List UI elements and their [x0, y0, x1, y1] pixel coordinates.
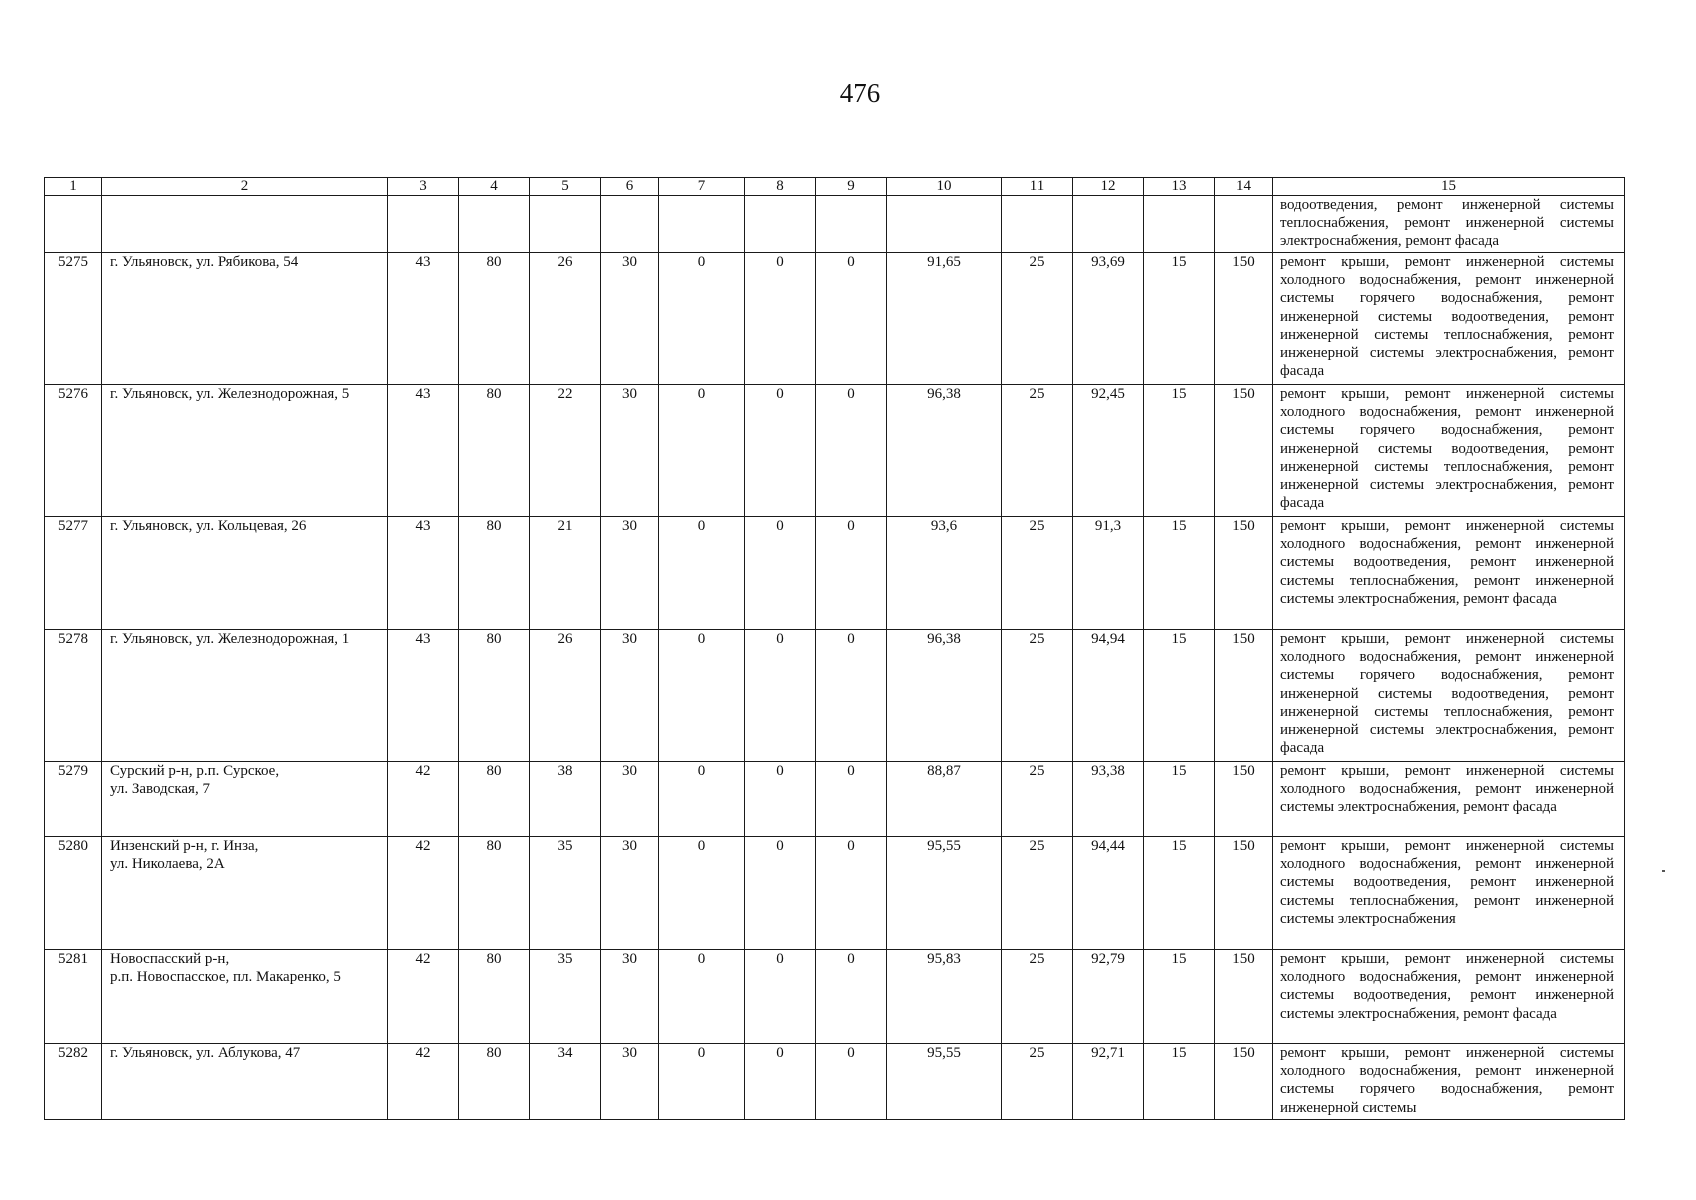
row-number: 5276	[45, 385, 102, 517]
value-cell: 43	[388, 517, 459, 630]
value-cell: 25	[1002, 630, 1073, 762]
address-cell: г. Ульяновск, ул. Железнодорожная, 5	[102, 385, 388, 517]
page-number: 476	[839, 78, 881, 108]
value-cell: 0	[816, 253, 887, 385]
value-cell: 0	[659, 253, 745, 385]
value-cell: 96,38	[887, 630, 1002, 762]
value-cell: 30	[601, 517, 659, 630]
value-cell: 0	[659, 630, 745, 762]
value-cell: 0	[816, 1044, 887, 1120]
column-number: 15	[1273, 178, 1625, 196]
table-body	[45, 178, 1625, 1120]
empty-cell	[816, 196, 887, 253]
address-cell: г. Ульяновск, ул. Железнодорожная, 1	[102, 630, 388, 762]
value-cell: 42	[388, 837, 459, 950]
value-cell: 0	[745, 762, 816, 837]
table-row	[45, 762, 1625, 837]
works-cell: ремонт крыши, ремонт инженерной системы холодного водоснабжения, ремонт инженерной системы электроснабжения, ремонт фасада	[1273, 762, 1625, 837]
value-cell: 15	[1144, 253, 1215, 385]
value-cell: 35	[530, 837, 601, 950]
column-number: 7	[659, 178, 745, 196]
value-cell: 35	[530, 950, 601, 1044]
column-number: 13	[1144, 178, 1215, 196]
value-cell: 38	[530, 762, 601, 837]
value-cell: 80	[459, 385, 530, 517]
works-cell: ремонт крыши, ремонт инженерной системы холодного водоснабжения, ремонт инженерной системы водоотведения, ремонт инженерной системы теплоснабжения, ремонт инженерной системы электроснабжения	[1273, 837, 1625, 950]
value-cell: 0	[745, 1044, 816, 1120]
value-cell: 30	[601, 1044, 659, 1120]
value-cell: 25	[1002, 837, 1073, 950]
column-number: 14	[1215, 178, 1273, 196]
address-cell: г. Ульяновск, ул. Рябикова, 54	[102, 253, 388, 385]
scan-speck	[1662, 870, 1665, 872]
value-cell: 25	[1002, 517, 1073, 630]
value-cell: 0	[816, 837, 887, 950]
empty-cell	[1073, 196, 1144, 253]
empty-cell	[887, 196, 1002, 253]
value-cell: 80	[459, 837, 530, 950]
row-number: 5281	[45, 950, 102, 1044]
column-number: 9	[816, 178, 887, 196]
value-cell: 25	[1002, 1044, 1073, 1120]
value-cell: 150	[1215, 253, 1273, 385]
value-cell: 150	[1215, 1044, 1273, 1120]
value-cell: 15	[1144, 517, 1215, 630]
value-cell: 150	[1215, 762, 1273, 837]
column-number: 6	[601, 178, 659, 196]
value-cell: 80	[459, 630, 530, 762]
empty-cell	[388, 196, 459, 253]
value-cell: 150	[1215, 630, 1273, 762]
value-cell: 15	[1144, 837, 1215, 950]
value-cell: 91,3	[1073, 517, 1144, 630]
row-number: 5277	[45, 517, 102, 630]
value-cell: 92,45	[1073, 385, 1144, 517]
address-cell: Сурский р-н, р.п. Сурское, ул. Заводская, 7	[102, 762, 388, 837]
value-cell: 0	[745, 517, 816, 630]
value-cell: 34	[530, 1044, 601, 1120]
value-cell: 43	[388, 253, 459, 385]
empty-cell	[601, 196, 659, 253]
column-number: 2	[102, 178, 388, 196]
value-cell: 94,94	[1073, 630, 1144, 762]
column-number: 3	[388, 178, 459, 196]
repair-register-table	[44, 177, 1625, 1120]
row-number: 5280	[45, 837, 102, 950]
value-cell: 80	[459, 762, 530, 837]
works-cell: водоотведения, ремонт инженерной системы теплоснабжения, ремонт инженерной системы электроснабжения, ремонт фасада	[1273, 196, 1625, 253]
value-cell: 15	[1144, 630, 1215, 762]
column-number: 10	[887, 178, 1002, 196]
column-number: 11	[1002, 178, 1073, 196]
value-cell: 93,38	[1073, 762, 1144, 837]
column-number-row	[45, 178, 1625, 196]
value-cell: 26	[530, 253, 601, 385]
empty-cell	[745, 196, 816, 253]
value-cell: 0	[745, 630, 816, 762]
value-cell: 25	[1002, 253, 1073, 385]
works-cell: ремонт крыши, ремонт инженерной системы холодного водоснабжения, ремонт инженерной системы горячего водоснабжения, ремонт инженерной системы водоотведения, ремонт инженерной системы теплоснабжения, ремонт инженерной системы электроснабжения, ремонт фасада	[1273, 253, 1625, 385]
row-number: 5282	[45, 1044, 102, 1120]
value-cell: 96,38	[887, 385, 1002, 517]
row-number: 5278	[45, 630, 102, 762]
value-cell: 94,44	[1073, 837, 1144, 950]
value-cell: 150	[1215, 950, 1273, 1044]
empty-cell	[1144, 196, 1215, 253]
table-row	[45, 1044, 1625, 1120]
value-cell: 30	[601, 253, 659, 385]
value-cell: 21	[530, 517, 601, 630]
value-cell: 93,69	[1073, 253, 1144, 385]
value-cell: 0	[659, 837, 745, 950]
value-cell: 0	[816, 385, 887, 517]
empty-cell	[45, 196, 102, 253]
value-cell: 91,65	[887, 253, 1002, 385]
address-cell: Инзенский р-н, г. Инза, ул. Николаева, 2А	[102, 837, 388, 950]
value-cell: 88,87	[887, 762, 1002, 837]
column-number: 12	[1073, 178, 1144, 196]
value-cell: 42	[388, 762, 459, 837]
address-cell: Новоспасский р-н, р.п. Новоспасское, пл. Макаренко, 5	[102, 950, 388, 1044]
value-cell: 92,79	[1073, 950, 1144, 1044]
address-cell: г. Ульяновск, ул. Кольцевая, 26	[102, 517, 388, 630]
value-cell: 0	[816, 950, 887, 1044]
value-cell: 25	[1002, 762, 1073, 837]
value-cell: 80	[459, 253, 530, 385]
empty-cell	[1215, 196, 1273, 253]
empty-cell	[1002, 196, 1073, 253]
value-cell: 25	[1002, 950, 1073, 1044]
value-cell: 15	[1144, 385, 1215, 517]
table-row	[45, 630, 1625, 762]
value-cell: 22	[530, 385, 601, 517]
value-cell: 42	[388, 950, 459, 1044]
value-cell: 150	[1215, 837, 1273, 950]
works-cell: ремонт крыши, ремонт инженерной системы холодного водоснабжения, ремонт инженерной системы горячего водоснабжения, ремонт инженерной системы водоотведения, ремонт инженерной системы теплоснабжения, ремонт инженерной системы электроснабжения, ремонт фасада	[1273, 630, 1625, 762]
value-cell: 30	[601, 837, 659, 950]
empty-cell	[659, 196, 745, 253]
value-cell: 95,55	[887, 837, 1002, 950]
value-cell: 150	[1215, 385, 1273, 517]
value-cell: 0	[816, 630, 887, 762]
value-cell: 0	[745, 837, 816, 950]
value-cell: 92,71	[1073, 1044, 1144, 1120]
value-cell: 0	[659, 1044, 745, 1120]
value-cell: 93,6	[887, 517, 1002, 630]
table-row	[45, 950, 1625, 1044]
continuation-row	[45, 196, 1625, 253]
table-row	[45, 517, 1625, 630]
table-row	[45, 837, 1625, 950]
value-cell: 43	[388, 630, 459, 762]
value-cell: 30	[601, 950, 659, 1044]
column-number: 1	[45, 178, 102, 196]
empty-cell	[530, 196, 601, 253]
row-number: 5275	[45, 253, 102, 385]
value-cell: 15	[1144, 762, 1215, 837]
value-cell: 25	[1002, 385, 1073, 517]
column-number: 8	[745, 178, 816, 196]
column-number: 5	[530, 178, 601, 196]
table-row	[45, 385, 1625, 517]
value-cell: 0	[745, 950, 816, 1044]
value-cell: 150	[1215, 517, 1273, 630]
value-cell: 0	[659, 517, 745, 630]
column-number: 4	[459, 178, 530, 196]
value-cell: 0	[659, 385, 745, 517]
empty-cell	[459, 196, 530, 253]
works-cell: ремонт крыши, ремонт инженерной системы холодного водоснабжения, ремонт инженерной системы горячего водоснабжения, ремонт инженерной системы водоотведения, ремонт инженерной системы теплоснабжения, ремонт инженерной системы электроснабжения, ремонт фасада	[1273, 385, 1625, 517]
works-cell: ремонт крыши, ремонт инженерной системы холодного водоснабжения, ремонт инженерной системы водоотведения, ремонт инженерной системы электроснабжения, ремонт фасада	[1273, 950, 1625, 1044]
value-cell: 43	[388, 385, 459, 517]
value-cell: 30	[601, 630, 659, 762]
value-cell: 95,55	[887, 1044, 1002, 1120]
value-cell: 30	[601, 385, 659, 517]
value-cell: 26	[530, 630, 601, 762]
row-number: 5279	[45, 762, 102, 837]
value-cell: 0	[745, 253, 816, 385]
value-cell: 0	[745, 385, 816, 517]
value-cell: 0	[659, 762, 745, 837]
value-cell: 0	[816, 762, 887, 837]
value-cell: 80	[459, 1044, 530, 1120]
value-cell: 80	[459, 950, 530, 1044]
table-row	[45, 253, 1625, 385]
value-cell: 30	[601, 762, 659, 837]
value-cell: 42	[388, 1044, 459, 1120]
address-cell: г. Ульяновск, ул. Аблукова, 47	[102, 1044, 388, 1120]
value-cell: 80	[459, 517, 530, 630]
value-cell: 0	[816, 517, 887, 630]
value-cell: 95,83	[887, 950, 1002, 1044]
empty-cell	[102, 196, 388, 253]
value-cell: 15	[1144, 1044, 1215, 1120]
value-cell: 0	[659, 950, 745, 1044]
works-cell: ремонт крыши, ремонт инженерной системы холодного водоснабжения, ремонт инженерной системы горячего водоснабжения, ремонт инженерной системы	[1273, 1044, 1625, 1120]
works-cell: ремонт крыши, ремонт инженерной системы холодного водоснабжения, ремонт инженерной системы водоотведения, ремонт инженерной системы теплоснабжения, ремонт инженерной системы электроснабжения, ремонт фасада	[1273, 517, 1625, 630]
value-cell: 15	[1144, 950, 1215, 1044]
